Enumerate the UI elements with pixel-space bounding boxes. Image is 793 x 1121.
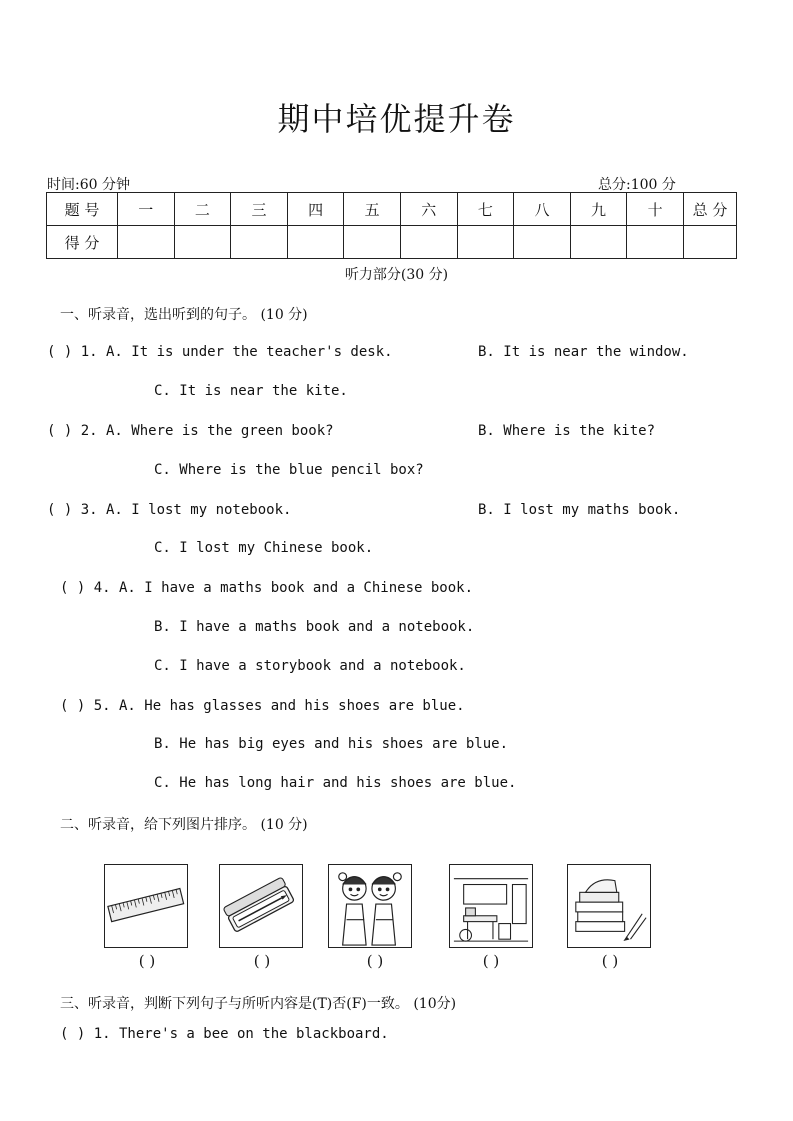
section3-q1: ( ) 1. There's a bee on the blackboard. (60, 1026, 389, 1042)
q3-option-c: C. I lost my Chinese book. (154, 540, 374, 556)
q5-option-b: B. He has big eyes and his shoes are blue. (154, 736, 509, 752)
picture-order-blank-1[interactable]: ( ) (138, 952, 156, 970)
score-input-cell[interactable] (684, 226, 737, 259)
score-header-cell: 四 (287, 193, 344, 226)
q1-stem: ( ) 1. A. It is under the teacher's desk. (47, 344, 393, 360)
q1-option-c: C. It is near the kite. (154, 383, 348, 399)
score-header-cell: 七 (457, 193, 514, 226)
q4-stem: ( ) 4. A. I have a maths book and a Chinese book. (60, 580, 474, 596)
q4-option-c: C. I have a storybook and a notebook. (154, 658, 466, 674)
q3-option-b: B. I lost my maths book. (478, 502, 681, 518)
total-score-label: 总分:100 分 (598, 177, 676, 193)
section1-title: 一、听录音，选出听到的句子。 (10 分) (60, 307, 308, 323)
score-header-cell: 三 (231, 193, 288, 226)
q5-stem: ( ) 5. A. He has glasses and his shoes are blue. (60, 698, 465, 714)
section2-title: 二、听录音，给下列图片排序。 (10 分) (60, 817, 308, 833)
score-header-cell: 六 (400, 193, 457, 226)
score-header-cell: 一 (118, 193, 175, 226)
two-girls-picture (328, 864, 412, 948)
page-title: 期中培优提升卷 (277, 100, 516, 138)
q4-option-b: B. I have a maths book and a notebook. (154, 619, 475, 635)
q2-stem: ( ) 2. A. Where is the green book? (47, 423, 334, 439)
score-table-score-row (47, 226, 737, 259)
score-row-label: 得 分 (47, 226, 118, 259)
score-input-cell[interactable] (570, 226, 627, 259)
q1-option-b: B. It is near the window. (478, 344, 689, 360)
picture-order-blank-2[interactable]: ( ) (253, 952, 271, 970)
score-header-cell: 十 (627, 193, 684, 226)
score-input-cell[interactable] (457, 226, 514, 259)
score-input-cell[interactable] (400, 226, 457, 259)
score-input-cell[interactable] (231, 226, 288, 259)
books-icon (568, 865, 650, 947)
picture-order-blank-5[interactable]: ( ) (601, 952, 619, 970)
score-header-cell: 八 (514, 193, 571, 226)
pencil-box-icon (220, 865, 302, 947)
q5-option-c: C. He has long hair and his shoes are blue. (154, 775, 517, 791)
score-table (46, 192, 737, 259)
ruler-picture (104, 864, 188, 948)
classroom-icon (450, 865, 532, 947)
picture-order-blank-4[interactable]: ( ) (482, 952, 500, 970)
q2-option-c: C. Where is the blue pencil box? (154, 462, 424, 478)
score-header-cell: 题 号 (47, 193, 118, 226)
score-header-cell: 二 (174, 193, 231, 226)
time-label: 时间:60 分钟 (47, 177, 130, 193)
section3-title: 三、听录音，判断下列句子与所听内容是(T)否(F)一致。 (10分) (60, 996, 457, 1012)
q3-stem: ( ) 3. A. I lost my notebook. (47, 502, 292, 518)
score-input-cell[interactable] (174, 226, 231, 259)
picture-order-blank-3[interactable]: ( ) (366, 952, 384, 970)
score-input-cell[interactable] (514, 226, 571, 259)
score-header-cell: 总 分 (684, 193, 737, 226)
score-header-cell: 五 (344, 193, 401, 226)
score-input-cell[interactable] (118, 226, 175, 259)
score-input-cell[interactable] (627, 226, 684, 259)
listening-section-header: 听力部分(30 分) (344, 267, 449, 283)
classroom-picture (449, 864, 533, 948)
score-header-cell: 九 (570, 193, 627, 226)
two-girls-icon (329, 865, 411, 947)
score-input-cell[interactable] (287, 226, 344, 259)
books-picture (567, 864, 651, 948)
q2-option-b: B. Where is the kite? (478, 423, 656, 439)
score-input-cell[interactable] (344, 226, 401, 259)
score-table-header-row (47, 193, 737, 226)
ruler-icon (105, 865, 187, 947)
pencil-box-picture (219, 864, 303, 948)
